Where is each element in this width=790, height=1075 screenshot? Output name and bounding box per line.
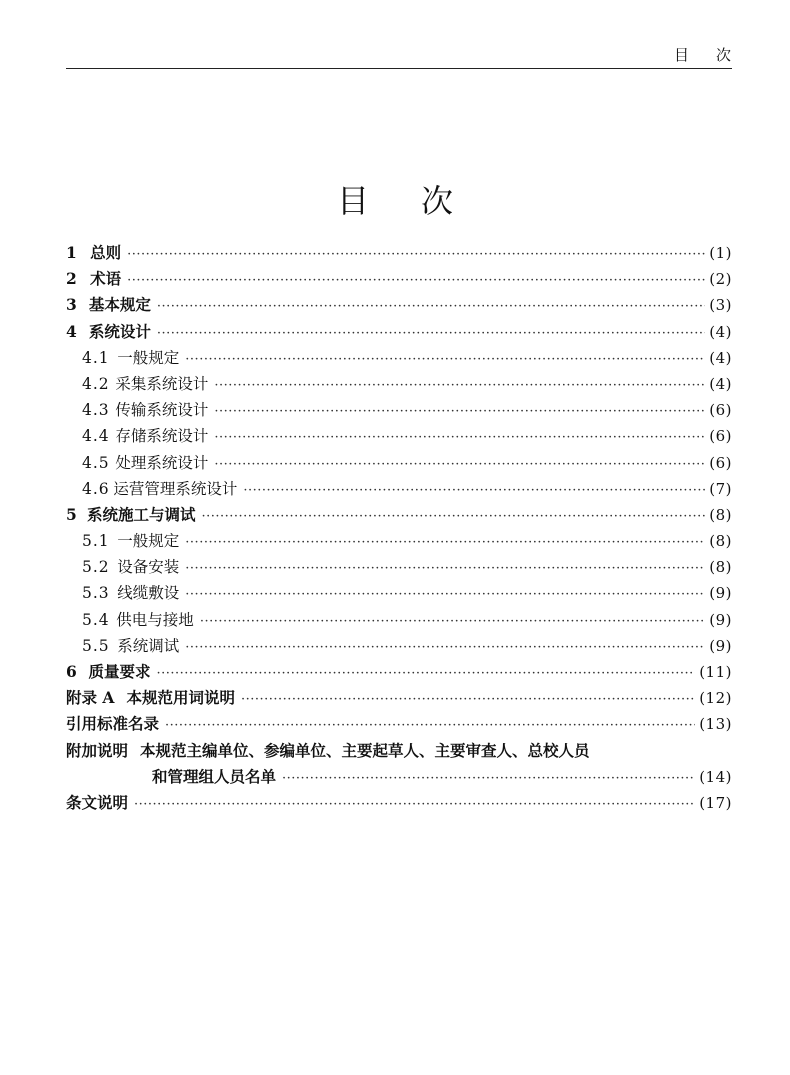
toc-entry-number: 5.2 bbox=[82, 558, 110, 577]
toc-entry-number: 5 bbox=[66, 504, 77, 524]
toc-entry-page: (1) bbox=[709, 244, 732, 262]
toc-entry-number: 4.5 bbox=[82, 453, 110, 472]
dot-leader bbox=[214, 452, 705, 478]
toc-entry-page: (6) bbox=[709, 401, 732, 420]
toc-entry[interactable] bbox=[66, 397, 732, 423]
toc-entry-page: (12) bbox=[699, 689, 732, 708]
toc-entry-label: 处理系统设计 bbox=[115, 453, 209, 472]
toc-entry[interactable] bbox=[66, 266, 732, 292]
toc-entry-number: 5.4 bbox=[82, 610, 110, 629]
dot-leader bbox=[214, 425, 705, 451]
toc-entry-page: (8) bbox=[709, 532, 732, 551]
dot-leader bbox=[185, 582, 705, 608]
toc-entry[interactable] bbox=[66, 292, 732, 318]
toc-entry-page: (3) bbox=[709, 296, 732, 315]
toc-entry[interactable] bbox=[66, 580, 732, 606]
toc-entry[interactable] bbox=[66, 528, 732, 554]
toc-entry-number: 4 bbox=[66, 321, 77, 341]
toc-entry-label: 引用标准名录 bbox=[66, 714, 160, 734]
toc-entry-label: 存储系统设计 bbox=[115, 427, 209, 446]
dot-leader bbox=[134, 792, 695, 818]
toc-entry-page: (4) bbox=[709, 374, 732, 393]
toc-entry-number: 附加说明 bbox=[66, 740, 129, 760]
toc-entry-page: (2) bbox=[709, 270, 732, 289]
toc-entry-page: (9) bbox=[709, 636, 732, 655]
dot-leader bbox=[185, 530, 705, 556]
toc-entry[interactable] bbox=[66, 659, 732, 685]
toc-entry-label: 传输系统设计 bbox=[115, 401, 209, 420]
toc-entry-label: 系统调试 bbox=[117, 636, 180, 655]
running-head bbox=[66, 44, 732, 65]
toc-entry-page: (6) bbox=[709, 427, 732, 446]
running-head-char-1: 目 bbox=[673, 46, 690, 64]
toc-entry-label: 本规范用词说明 bbox=[126, 688, 235, 708]
title-char-2: 次 bbox=[421, 182, 454, 220]
title-char-1: 目 bbox=[336, 182, 369, 220]
toc-entry-page: (9) bbox=[709, 584, 732, 603]
dot-leader bbox=[243, 478, 705, 504]
toc-entry-label: 质量要求 bbox=[88, 662, 151, 681]
toc-entry[interactable] bbox=[66, 319, 732, 345]
toc-entry-number: 1 bbox=[66, 243, 77, 262]
dot-leader bbox=[282, 766, 695, 792]
toc-entry-label: 一般规定 bbox=[117, 348, 180, 367]
toc-entry[interactable] bbox=[66, 371, 732, 397]
toc-entry-number: 2 bbox=[66, 269, 77, 289]
dot-leader bbox=[185, 635, 705, 661]
toc-entry-number: 5.3 bbox=[82, 584, 110, 603]
dot-leader bbox=[157, 294, 705, 320]
toc-entry-label: 设备安装 bbox=[117, 558, 180, 577]
table-of-contents bbox=[66, 240, 732, 816]
toc-entry-label: 系统施工与调试 bbox=[86, 504, 196, 524]
running-head-char-2: 次 bbox=[715, 46, 732, 64]
toc-entry-label: 基本规定 bbox=[88, 295, 151, 315]
dot-leader bbox=[200, 609, 705, 635]
toc-entry[interactable] bbox=[66, 790, 732, 816]
toc-entry[interactable] bbox=[66, 554, 732, 580]
toc-entry-page: (13) bbox=[699, 715, 732, 734]
toc-entry-continuation[interactable] bbox=[66, 764, 732, 790]
toc-entry-number: 4.4 bbox=[82, 427, 110, 446]
toc-entry-number: 5.1 bbox=[82, 532, 110, 551]
toc-entry[interactable] bbox=[66, 633, 732, 659]
dot-leader bbox=[214, 399, 705, 425]
toc-entry-label: 采集系统设计 bbox=[115, 374, 209, 393]
toc-entry-number: 5.5 bbox=[82, 636, 110, 655]
toc-entry[interactable] bbox=[66, 711, 732, 737]
dot-leader bbox=[185, 556, 705, 582]
toc-entry-number: 附录 A bbox=[66, 688, 115, 708]
dot-leader bbox=[241, 687, 695, 713]
dot-leader bbox=[127, 242, 705, 268]
toc-entry-number: 6 bbox=[66, 662, 77, 681]
toc-entry-page: (14) bbox=[699, 767, 732, 786]
toc-entry-label: 运营管理系统设计 bbox=[113, 479, 238, 498]
dot-leader bbox=[214, 373, 705, 399]
toc-entry-page: (7) bbox=[709, 479, 732, 498]
toc-entry[interactable] bbox=[66, 240, 732, 266]
dot-leader bbox=[156, 661, 695, 687]
toc-entry-label: 条文说明 bbox=[66, 792, 129, 812]
dot-leader bbox=[201, 504, 705, 530]
toc-entry-label: 线缆敷设 bbox=[117, 584, 180, 603]
page-title bbox=[0, 181, 790, 221]
toc-entry-page: (8) bbox=[709, 558, 732, 577]
toc-entry[interactable] bbox=[66, 476, 732, 502]
toc-entry-page: (17) bbox=[699, 793, 732, 812]
toc-entry-label: 一般规定 bbox=[117, 532, 180, 551]
toc-entry-number: 4.2 bbox=[82, 374, 110, 393]
toc-entry-number: 3 bbox=[66, 295, 77, 315]
toc-entry[interactable] bbox=[66, 607, 732, 633]
toc-entry-page: (6) bbox=[709, 453, 732, 472]
toc-entry[interactable] bbox=[66, 423, 732, 449]
toc-entry-page: (4) bbox=[709, 348, 732, 367]
dot-leader bbox=[157, 321, 705, 347]
toc-entry-number: 4.3 bbox=[82, 401, 110, 420]
dot-leader bbox=[127, 268, 705, 294]
toc-entry-label-continued: 和管理组人员名单 bbox=[152, 766, 277, 786]
dot-leader bbox=[165, 713, 695, 739]
toc-entry-page: (8) bbox=[709, 505, 732, 524]
toc-entry[interactable] bbox=[66, 450, 732, 476]
toc-entry-page: (11) bbox=[699, 663, 732, 681]
dot-leader bbox=[185, 347, 705, 373]
toc-entry-label: 术语 bbox=[90, 269, 122, 289]
toc-entry[interactable] bbox=[66, 685, 732, 711]
toc-entry[interactable] bbox=[66, 738, 732, 764]
toc-entry-number: 4.1 bbox=[82, 348, 110, 367]
toc-entry[interactable] bbox=[66, 502, 732, 528]
toc-entry-label: 系统设计 bbox=[88, 321, 151, 341]
toc-entry-page: (9) bbox=[709, 610, 732, 629]
toc-entry-page: (4) bbox=[709, 322, 732, 341]
header-rule bbox=[66, 68, 732, 69]
toc-entry-label: 供电与接地 bbox=[116, 610, 194, 629]
toc-entry-label: 总则 bbox=[90, 243, 122, 262]
toc-entry[interactable] bbox=[66, 345, 732, 371]
toc-entry-label: 本规范主编单位、参编单位、主要起草人、主要审查人、总校人员 bbox=[140, 740, 590, 760]
toc-entry-number: 4.6 bbox=[82, 479, 110, 498]
